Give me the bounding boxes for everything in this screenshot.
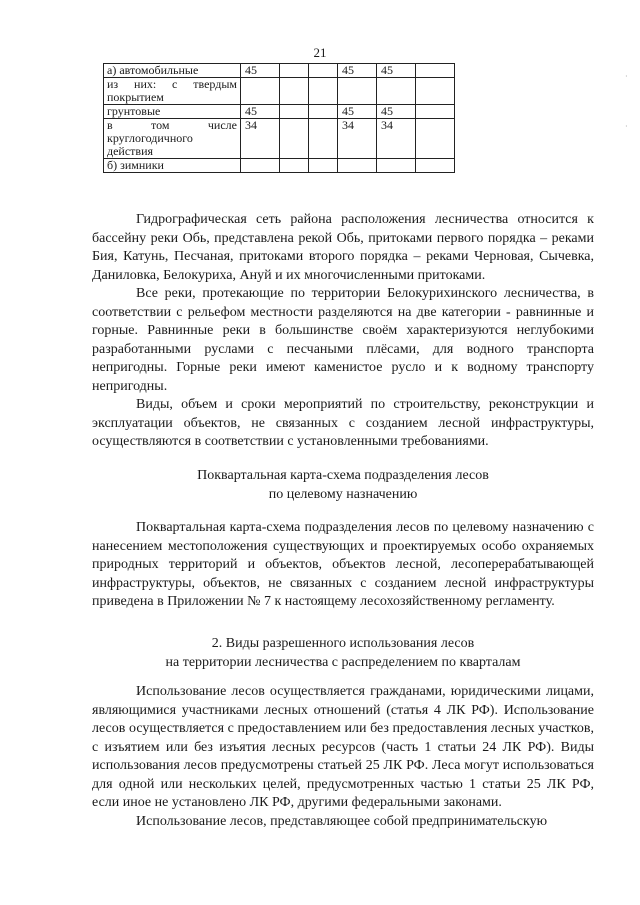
- table-cell: [241, 78, 280, 105]
- row-label: из них: с твердым покрытием: [104, 78, 241, 105]
- table-row: [104, 105, 455, 119]
- hydrography-section: [92, 211, 594, 452]
- row-label: а) автомобильные: [104, 64, 241, 78]
- table-cell: [416, 119, 455, 159]
- table-cell: 45: [377, 64, 416, 78]
- table-cell: [416, 78, 455, 105]
- table-cell: [338, 78, 377, 105]
- table-cell: [309, 119, 338, 159]
- row-label: б) зимники: [104, 159, 241, 173]
- table-cell: [280, 119, 309, 159]
- scan-artifact: ·: [625, 72, 628, 81]
- heading-line: 2. Виды разрешенного использования лесов: [211, 636, 475, 651]
- table-cell: 45: [338, 64, 377, 78]
- table-cell: [241, 159, 280, 173]
- table-cell: [309, 159, 338, 173]
- table-row: [104, 159, 455, 173]
- table-cell: 34: [338, 119, 377, 159]
- table-cell: [377, 78, 416, 105]
- table-cell: [280, 64, 309, 78]
- table-cell: 45: [377, 105, 416, 119]
- row-label: грунтовые: [104, 105, 241, 119]
- map-section: [92, 519, 594, 612]
- roads-table: [103, 63, 455, 173]
- paragraph-usage: Использование лесов осуществляется гражданами, юридическими лицами, являющимися участниками лесных отношений (статья 4 ЛК РФ). Использование лесов осуществляется с предоставлением или без предоставления лесных участков, с изъятием или без изъятия лесных ресурсов (часть 1 статьи 24 ЛК РФ). Виды использования лесов предусмотрены статьей 25 ЛК РФ. Леса могут использоваться для одной или нескольких целей, предусмотренных частью 1 статьи 25 ЛК РФ, если иное не установлено ЛК РФ, другими федеральными законами.: [92, 684, 594, 810]
- table-cell: 45: [241, 64, 280, 78]
- heading-line: по целевому назначению: [268, 487, 418, 502]
- table-cell: [280, 159, 309, 173]
- paragraph-map: Поквартальная карта-схема подразделения лесов по целевому назначению с нанесением местоположения существующих и проектируемых особо охраняемых природных территорий и объектов, объектов лесной, лесоперерабатывающей инфраструктуры, объектов, не связанных с созданием лесной инфраструктуры приведена в Приложении № 7 к настоящему лесохозяйственному регламенту.: [92, 520, 594, 609]
- table-cell: [309, 64, 338, 78]
- table-row: [104, 64, 455, 78]
- heading-line: Поквартальная карта-схема подразделения лесов: [197, 468, 489, 483]
- paragraph-objects: Виды, объем и сроки мероприятий по строительству, реконструкции и эксплуатации объектов, не связанных с созданием лесной инфраструктуры, осуществляются в соответствии с установленными требованиями.: [92, 397, 594, 449]
- page-number: 21: [313, 45, 327, 60]
- section-heading-usage: [92, 634, 594, 672]
- section-heading-map: [92, 466, 594, 504]
- table-cell: [280, 105, 309, 119]
- table-cell: [309, 105, 338, 119]
- table-row: [104, 78, 455, 105]
- paragraph-hydrography: Гидрографическая сеть района расположения лесничества относится к бассейну реки Обь, представлена рекой Обь, притоками первого порядка – реками Бия, Катунь, Песчаная, притоками второго порядка – реками Черновая, Сычевка, Даниловка, Белокуриха, Ануй и их многочисленными притоками.: [92, 212, 594, 283]
- usage-section: [92, 683, 594, 831]
- paragraph-business: Использование лесов, представляющее собой предпринимательскую: [136, 813, 548, 829]
- table-cell: [377, 159, 416, 173]
- table-cell: [416, 64, 455, 78]
- table-cell: 45: [338, 105, 377, 119]
- table-row: [104, 119, 455, 159]
- heading-line: на территории лесничества с распределением по кварталам: [165, 655, 521, 670]
- scan-artifact: ·: [625, 122, 628, 131]
- row-label: в том числе круглогодичного действия: [104, 119, 241, 159]
- table-cell: [309, 78, 338, 105]
- table-cell: [416, 105, 455, 119]
- paragraph-rivers: Все реки, протекающие по территории Белокурихинского лесничества, в соответствии с рельефом местности разделяются на две категории - равнинные и горные. Равнинные реки в большинстве своём характеризуются неглубокими разработанными руслами с песчаными плёсами, для водного транспорта непригодны. Горные реки имеют каменистое русло и к водному транспорту непригодны.: [92, 286, 594, 394]
- table-cell: 34: [377, 119, 416, 159]
- table-cell: 34: [241, 119, 280, 159]
- table-cell: 45: [241, 105, 280, 119]
- table-cell: [280, 78, 309, 105]
- table-cell: [416, 159, 455, 173]
- table-cell: [338, 159, 377, 173]
